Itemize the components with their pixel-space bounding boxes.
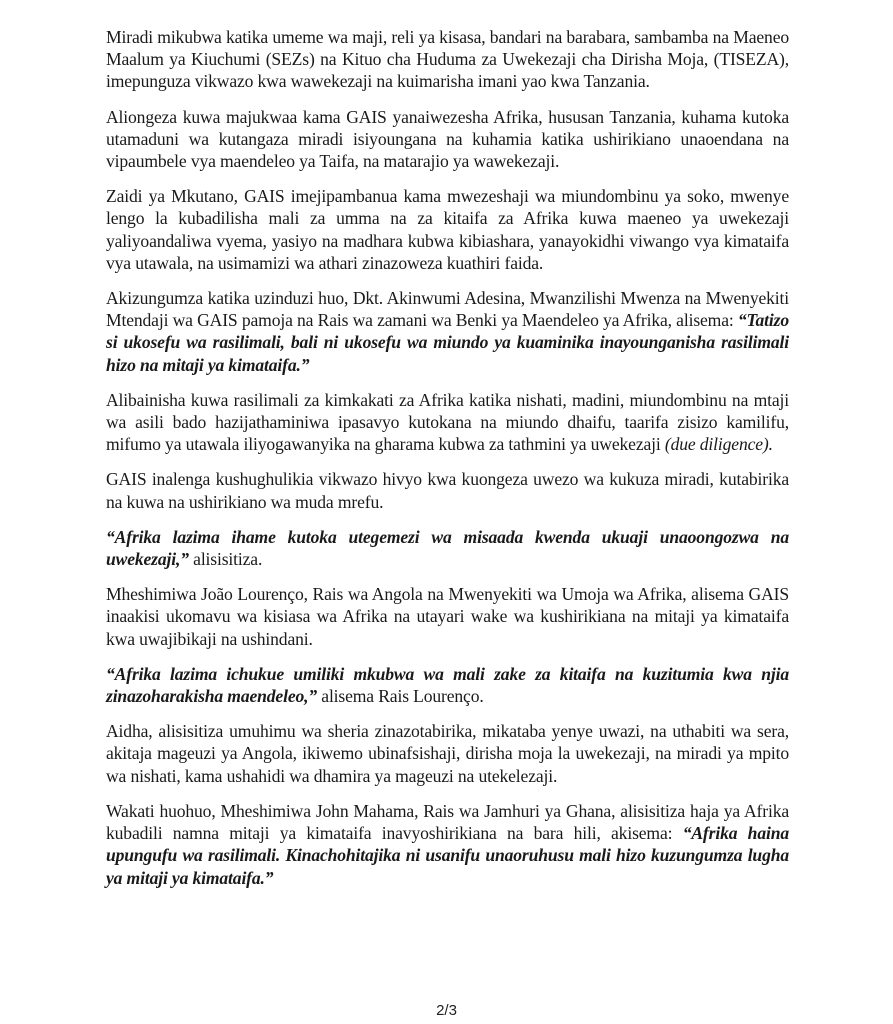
paragraph-text: Alibainisha kuwa rasilimali za kimkakati za Afrika katika nishati, madini, miundombinu na mtaji wa asili bado hazijathaminiwa ipasavyo kutokana na miundo dhaifu, taarifa zisizo kamilifu, mifumo ya utawala iliyogawanyika na gharama kubwa za tathmini ya uwekezaji	[106, 389, 789, 455]
paragraph-lourenco-statement	[106, 583, 789, 650]
aid-quote: “Afrika lazima ihame kutoka utegemezi wa misaada kwenda ukuaji unaoongozwa na uwekezaji,”	[106, 526, 789, 570]
lourenco-quote: “Afrika lazima ichukue umiliki mkubwa wa mali zake za kitaifa na kuzitumia kwa njia zinazoharakisha maendeleo,”	[106, 663, 789, 707]
paragraph-mahama-statement	[106, 800, 789, 889]
paragraph-text: Aliongeza kuwa majukwaa kama GAIS yanaiwezesha Afrika, hususan Tanzania, kuhama kutoka utamaduni wa kutangaza miradi isiyoungana na kuhamia katika ushirikiano unaoendana na vipaumbele vya maendeleo ya Taifa, na matarajio ya wawekezaji.	[106, 106, 789, 172]
document-page	[106, 26, 789, 902]
paragraph-text: Mheshimiwa João Lourenço, Rais wa Angola na Mwenyekiti wa Umoja wa Afrika, alisema GAIS inaakisi ukomavu wa kisiasa wa Afrika na utayari wake wa kushirikiana na mitaji ya kimataifa kwa uwajibikaji na ushindani.	[106, 584, 789, 649]
paragraph-gais-aims	[106, 468, 789, 512]
paragraph-ownership-quote	[106, 663, 789, 707]
adesina-quote: “Tatizo si ukosefu wa rasilimali, bali ni ukosefu wa miundo ya kuaminika inayounganisha rasilimali hizo na mitaji ya kimataifa.”	[106, 310, 789, 375]
quote-attribution: alisisitiza.	[188, 549, 263, 570]
paragraph-adesina-statement	[106, 287, 789, 376]
page-number: 2/3	[436, 1002, 457, 1019]
paragraph-text: GAIS inalenga kushughulikia vikwazo hivyo kwa kuongeza uwezo wa kukuza miradi, kutabirika na kuwa na ushirikiano wa muda mrefu.	[106, 469, 789, 512]
quote-attribution: alisema Rais Lourenço.	[317, 686, 484, 707]
paragraph-text: Aidha, alisisitiza umuhimu wa sheria zinazotabirika, mikataba yenye uwazi, na uthabiti wa sera, akitaja mageuzi ya Angola, ikiwemo ubinafsishaji, dirisha moja la uwekezaji, na miradi ya mpito wa nishati, kama ushahidi wa dhamira ya mageuzi na utekelezaji.	[106, 721, 789, 786]
paragraph-angola-reforms	[106, 720, 789, 787]
paragraph-text: Wakati huohuo, Mheshimiwa John Mahama, Rais wa Jamhuri ya Ghana, alisisitiza haja ya Afrika kubadili namna mitaji ya kimataifa inavyoshirikiana na bara hili, akisema:	[106, 800, 789, 844]
paragraph-strategic-assets	[106, 389, 789, 456]
paragraph-text: Akizungumza katika uzinduzi huo, Dkt. Akinwumi Adesina, Mwanzilishi Mwenza na Mwenyekiti Mtendaji wa GAIS pamoja na Rais wa zamani wa Benki ya Maendeleo ya Afrika, alisema:	[106, 288, 789, 331]
paragraph-market-infrastructure	[106, 185, 789, 274]
paragraph-text: Zaidi ya Mkutano, GAIS imejipambanua kama mwezeshaji wa miundombinu ya soko, mwenye lengo la kubadilisha mali za umma na za kitaifa za Afrika kuwa maeneo ya uwekezaji yaliyoandaliwa vyema, yasiyo na madhara kubwa kibiashara, yanayokidhi viwango vya kimataifa vya utawala, na usimamizi wa athari zinazoweza kuathiri faida.	[106, 186, 789, 273]
paragraph-text: Miradi mikubwa katika umeme wa maji, reli ya kisasa, bandari na barabara, sambamba na Maeneo Maalum ya Kiuchumi (SEZs) na Kituo cha Huduma za Uwekezaji cha Dirisha Moja, (TISEZA), imepunguza vikwazo kwa wawekezaji na kuimarisha imani yao kwa Tanzania.	[106, 27, 789, 92]
due-diligence-term: (due diligence).	[664, 434, 773, 455]
paragraph-aid-to-investment-quote	[106, 526, 789, 570]
paragraph-gais-platforms	[106, 106, 789, 173]
mahama-quote: “Afrika haina upungufu wa rasilimali. Kinachohitajika ni usanifu unaoruhusu mali hizo kuzungumza lugha ya mitaji ya kimataifa.”	[106, 823, 789, 888]
paragraph-infrastructure-projects	[106, 26, 789, 93]
